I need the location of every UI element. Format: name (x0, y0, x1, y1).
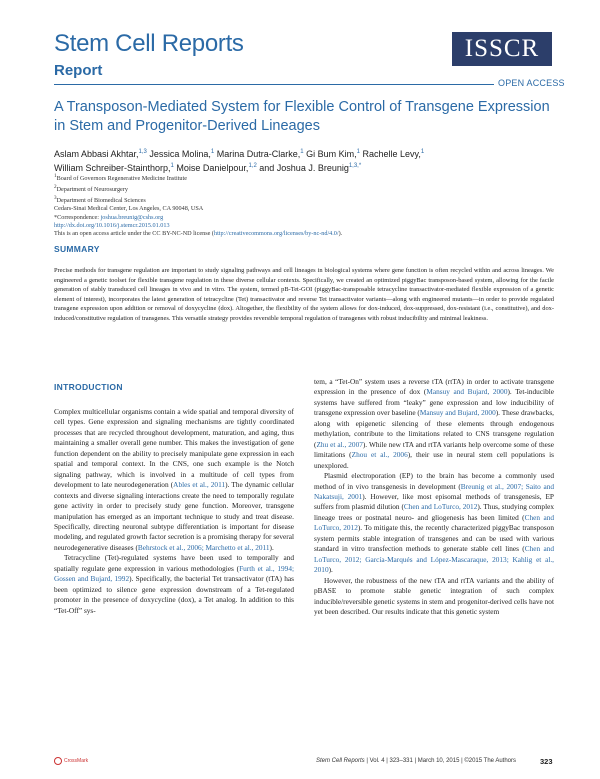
author-name[interactable]: Marina Dutra-Clarke, (214, 149, 301, 159)
intro-paragraph: Complex multicellular organisms contain a wide spatial and temporal diversity of cell types. Gene expression and signaling mechanisms are tightly coordinated processes that are recycled throughout development, maturation, and aging, thus maintaining a smaller overall gene number. This makes the investigation of gene function dependent on the ability to precisely manipulate gene expression in each spatial and temporal context. In the CNS, one such example is the Notch signaling pathway, which is involved in a multitude of cell types from development to late neurodegeneration (Ables et al., 2011). The dynamic cellular contexts and diverse signaling interactions create the need to temporally regulate gene activity in order to precisely study gene function. Moreover, transgene manipulation has emerged as an important technique to study and treat disease. Specifically, directing neuronal subtype differentiation is important for disease modeling, and regulated growth factor secretion is a promising therapy for several neurodegenerative diseases (Behrstock et al., 2006; Marchetto et al., 2011). (54, 407, 294, 552)
author-name[interactable]: Jessica Molina, (146, 149, 211, 159)
author-affil-sup: 1 (420, 149, 425, 155)
author-affil-sup: 1,3 (138, 149, 147, 155)
citation-link[interactable]: Mansuy and Bujard, 2000 (426, 387, 508, 397)
footer-citation: Stem Cell Reports | Vol. 4 | 323–331 | March 10, 2015 | ©2015 The Authors (316, 758, 516, 764)
author-affil-sup: 1 (170, 163, 174, 169)
intro-column-right (314, 377, 554, 617)
intro-paragraph: However, the robustness of the new tTA and rtTA variants and the ability of pBASE to promote stable genetic integration of such complex inducible/reversible genetic systems in stem and progenitor-derived cells have not yet been described. Our results indicate that this genetic system (314, 575, 554, 616)
intro-column-left (54, 407, 294, 616)
crossmark-badge[interactable] (54, 757, 88, 765)
citation-link[interactable]: Chen and LoTurco, 2012; García-Marqués and López-Mascaraque, 2013; Kahlig et al., 2010 (314, 544, 554, 575)
doi-link[interactable]: http://dx.doi.org/10.1016/j.stemcr.2015.01.013 (54, 221, 170, 229)
correspondence: *Correspondence: joshua.breunig@cshs.org (54, 213, 164, 221)
affiliation-1: $^1$Board of Governors Regenerative Medicine Institute (54, 173, 187, 183)
page-number: 323 (540, 757, 553, 766)
author-affil-sup: 1 (356, 149, 360, 155)
header-rule (54, 84, 494, 85)
intro-paragraph: Tetracycline (Tet)-regulated systems have been used to temporally and spatially regulate gene expression in various methodologies (Furth et al., 1994; Gossen and Bujard, 1992). Specifically, the bacterial Tet transactivator (tTA) has been optimized to silence gene expression downstream of a Tet-regulated promoter in the presence of doxycycline (dox), a Tet analog. In addition to this “Tet-Off” sys- (54, 553, 294, 615)
intro-paragraph: tem, a “Tet-On” system uses a reverse tTA (rtTA) in order to activate transgene expression in the presence of dox (Mansuy and Bujard, 2000). Tet-inducible systems have suffered from “leaky” gene expression and low inducibility of transgene expression over baseline (Mansuy and Bujard, 2000). These drawbacks, along with epigenetic silencing of these elements through endogenous methylation, contribute to the limitations related to CNS transgene regulation (Zhu et al., 2007). While new tTA and rtTA variants help overcome some of these limitations (Zhou et al., 2006), their use in neural stem cell populations is unexplored. (314, 377, 554, 470)
crossmark-icon (54, 757, 62, 765)
journal-name: Stem Cell Reports (54, 30, 244, 57)
author-name[interactable]: Aslam Abbasi Akhtar, (54, 149, 139, 159)
affiliation-2: $^2$Department of Neurosurgery (54, 184, 128, 194)
article-type: Report (54, 62, 103, 79)
license-link[interactable]: http://creativecommons.org/licenses/by-nc-nd/4.0/ (213, 229, 339, 237)
affiliation-address: Cedars-Sinai Medical Center, Los Angeles, CA 90048, USA (54, 205, 204, 213)
correspondence-email[interactable]: joshua.breunig@cshs.org (100, 213, 164, 221)
author-line-1 (54, 146, 554, 160)
citation-link[interactable]: Chen and LoTurco, 2012 (403, 502, 478, 512)
citation-link[interactable]: Zhou et al., 2006 (351, 450, 408, 460)
summary-text: Precise methods for transgene regulation are important to study signaling pathways and cell lineages in biological systems where gene function is often recycled within and across lineages. We engineered a genetic toolset for flexible transgene regulation in these diverse cellular contexts. Specifically, we created an optimized piggyBac transposon-based system, allowing for the facile generation of stably transduced cell lineages in vivo and in vitro. The system, termed pB-Tet-GOI (piggyBac-transposable tetracycline transactivator-mediated flexible expression of a genetic element of interest), incorporates the latest generation of tetracycline (Tet) transactivator and reverse Tet transactivator variants—along with engineered mutants—in order to provide regulated transgene expression upon addition or removal of doxycycline (dox). Altogether, the flexibility of the system allows for dox-induced, dox-suppressed, dox-resistant (i.e., constitutive), and dox-induced/constitutive regulation of transgenes. This versatile strategy provides reversible temporal regulation of transgenes with robust inducibility and minimal leakiness. (54, 267, 554, 322)
author-affil-sup: 1,2 (248, 163, 257, 169)
author-list (54, 146, 554, 174)
isscr-logo: ISSCR (452, 32, 552, 66)
author-name[interactable]: Gi Bum Kim, (303, 149, 357, 159)
citation-link[interactable]: Chen and LoTurco, 2012 (314, 512, 554, 533)
citation-link[interactable]: Mansuy and Bujard, 2000 (419, 408, 496, 418)
article-title: A Transposon-Mediated System for Flexible Control of Transgene Expression in Stem and Progenitor-Derived Lineages (54, 99, 550, 134)
author-affil-sup: 1,3,* (348, 163, 362, 169)
citation-link[interactable]: Breunig et al., 2007; Saito and Nakatsuji, 2001 (314, 481, 555, 501)
affiliations (54, 172, 554, 238)
author-name[interactable]: Moise Danielpour, (173, 163, 249, 173)
author-name[interactable]: Rachelle Levy, (360, 149, 421, 159)
author-name[interactable]: and Joshua J. Breunig (256, 163, 349, 173)
citation-link[interactable]: Ables et al., 2011 (173, 480, 226, 490)
crossmark-label: CrossMark (64, 758, 89, 764)
author-affil-sup: 1 (300, 149, 304, 155)
author-name[interactable]: William Schreiber-Stainthorp, (54, 163, 171, 173)
affiliation-3: $^3$Department of Biomedical Sciences (54, 195, 146, 205)
author-affil-sup: 1 (210, 149, 215, 155)
license-line: This is an open access article under the CC BY-NC-ND license (http://creativecommons.org/licenses/by-nc-nd/4.0/). (54, 229, 343, 237)
citation-link[interactable]: Furth et al., 1994; Gossen and Bujard, 1992 (54, 563, 294, 584)
intro-paragraph: Plasmid electroporation (EP) to the brain has become a commonly used method of in vivo transgenesis in development (Breunig et al., 2007; Saito and Nakatsuji, 2001). However, like most episomal methods of transgenesis, EP suffers from plasmid dilution (Chen and LoTurco, 2012). Thus, studying complex lineage trees or postnatal neuro- and gliogenesis has been limited (Chen and LoTurco, 2012). To mitigate this, the recently characterized piggyBac transposon system permits stable integration of transgenes and can be used with various standard in vitro transfection methods to generate stable cell lines (Chen and LoTurco, 2012; García-Marqués and López-Mascaraque, 2013; Kahlig et al., 2010). (314, 471, 555, 575)
open-access-label: OPEN ACCESS (498, 78, 565, 88)
introduction-heading: INTRODUCTION (54, 382, 123, 392)
summary-heading: SUMMARY (54, 244, 100, 254)
citation-link[interactable]: Zhu et al., 2007 (316, 439, 363, 449)
citation-link[interactable]: Behrstock et al., 2006; Marchetto et al., 2011 (137, 542, 270, 552)
